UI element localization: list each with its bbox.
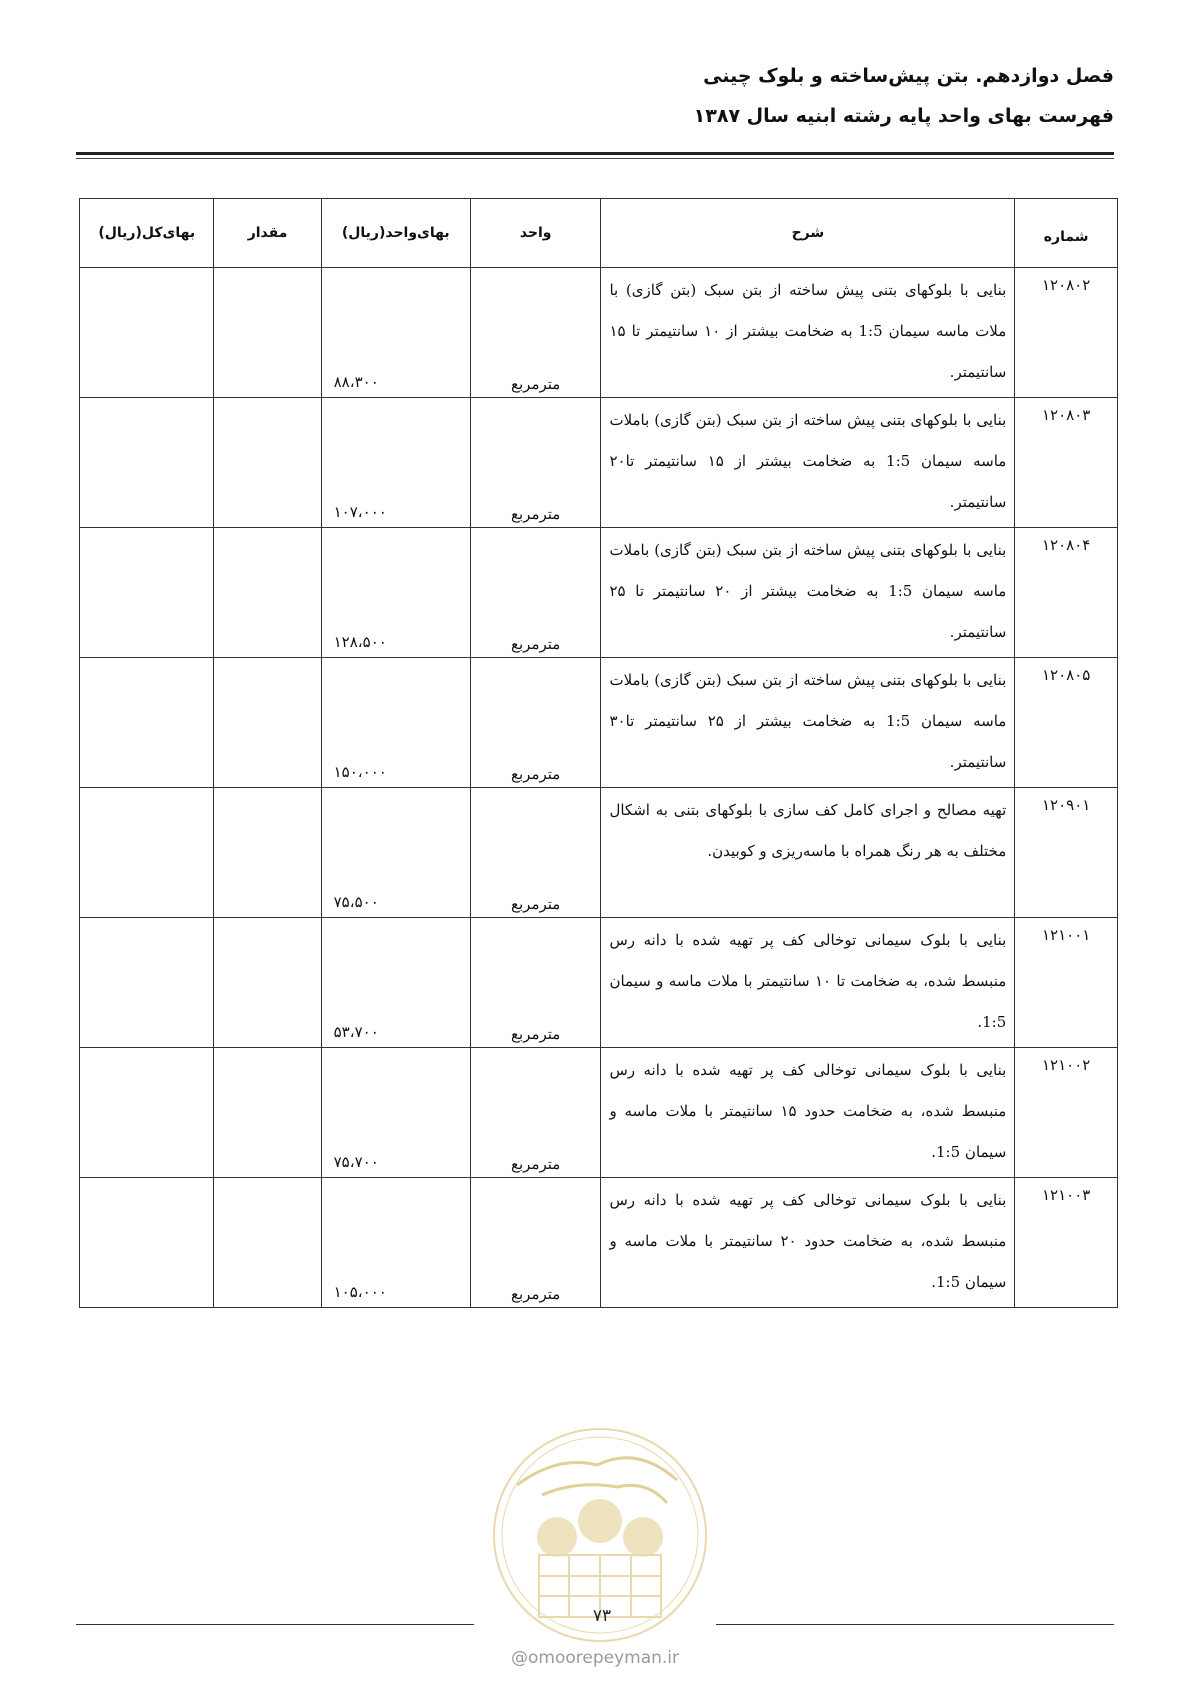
row-unit-cell: مترمربع bbox=[470, 918, 601, 1048]
row-quantity-cell bbox=[214, 658, 321, 788]
row-description-cell: تهیه مصالح و اجرای کامل کف سازی با بلوکهای بتنی به اشکال مختلف به هر رنگ همراه با ماسه‌ریزی و کوبیدن. bbox=[601, 788, 1015, 918]
row-quantity-cell bbox=[214, 788, 321, 918]
price-table bbox=[79, 198, 1118, 1308]
table-header-row bbox=[80, 199, 1118, 268]
table-row bbox=[80, 918, 1118, 1048]
row-description-cell: بنایی با بلوک سیمانی توخالی کف پر تهیه شده با دانه رس منبسط شده، به ضخامت حدود ۱۵ سانتیمتر با ملات ماسه و سیمان 1:5. bbox=[601, 1048, 1015, 1178]
document-title: فهرست بهای واحد پایه رشته ابنیه سال ۱۳۸۷ bbox=[693, 105, 1114, 127]
row-code-cell: ۱۲۰۸۰۵ bbox=[1015, 658, 1118, 788]
row-code-cell: ۱۲۱۰۰۳ bbox=[1015, 1178, 1118, 1308]
row-total-price-cell bbox=[80, 398, 214, 528]
table-row bbox=[80, 1178, 1118, 1308]
row-description-cell: بنایی با بلوکهای بتنی پیش ساخته از بتن سبک (بتن گازی) با ملات ماسه سیمان 1:5 به ضخامت بیشتر از ۱۰ سانتیمتر تا ۱۵ سانتیمتر. bbox=[601, 268, 1015, 398]
row-total-price-cell bbox=[80, 658, 214, 788]
row-quantity-cell bbox=[214, 918, 321, 1048]
row-unit-price-cell: ۷۵،۷۰۰ bbox=[321, 1048, 470, 1178]
row-total-price-cell bbox=[80, 268, 214, 398]
row-code-cell: ۱۲۰۸۰۴ bbox=[1015, 528, 1118, 658]
row-unit-price-cell: ۱۰۷،۰۰۰ bbox=[321, 398, 470, 528]
row-unit-cell: مترمربع bbox=[470, 1178, 601, 1308]
row-quantity-cell bbox=[214, 1178, 321, 1308]
website-watermark: @omoorepeyman.ir bbox=[510, 1648, 680, 1668]
footer-rule-right bbox=[716, 1624, 1114, 1625]
row-total-price-cell bbox=[80, 1178, 214, 1308]
column-header-code: شماره bbox=[1015, 199, 1118, 268]
row-total-price-cell bbox=[80, 918, 214, 1048]
row-code-cell: ۱۲۰۸۰۳ bbox=[1015, 398, 1118, 528]
column-header-description: شرح bbox=[601, 199, 1015, 268]
row-unit-price-cell: ۱۵۰،۰۰۰ bbox=[321, 658, 470, 788]
row-unit-price-cell: ۱۰۵،۰۰۰ bbox=[321, 1178, 470, 1308]
row-description-cell: بنایی با بلوک سیمانی توخالی کف پر تهیه شده با دانه رس منبسط شده، به ضخامت حدود ۲۰ سانتیمتر با ملات ماسه و سیمان 1:5. bbox=[601, 1178, 1015, 1308]
row-code-cell: ۱۲۱۰۰۲ bbox=[1015, 1048, 1118, 1178]
row-description-cell: بنایی با بلوکهای بتنی پیش ساخته از بتن سبک (بتن گازی) باملات ماسه سیمان 1:5 به ضخامت بیشتر از ۲۰ سانتیمتر تا ۲۵ سانتیمتر. bbox=[601, 528, 1015, 658]
row-quantity-cell bbox=[214, 528, 321, 658]
page-header bbox=[694, 56, 1114, 136]
row-unit-cell: مترمربع bbox=[470, 788, 601, 918]
table-row bbox=[80, 268, 1118, 398]
page-number: ۷۳ bbox=[592, 1606, 612, 1626]
row-unit-cell: مترمربع bbox=[470, 528, 601, 658]
row-unit-price-cell: ۸۸،۳۰۰ bbox=[321, 268, 470, 398]
row-total-price-cell bbox=[80, 1048, 214, 1178]
row-total-price-cell bbox=[80, 788, 214, 918]
header-rule-thin bbox=[76, 158, 1114, 159]
column-header-unit: واحد bbox=[470, 199, 601, 268]
table-body bbox=[80, 268, 1118, 1308]
column-header-unit-price: بهای‌واحد(ریال) bbox=[321, 199, 470, 268]
row-description-cell: بنایی با بلوک سیمانی توخالی کف پر تهیه شده با دانه رس منبسط شده، به ضخامت تا ۱۰ سانتیمتر با ملات ماسه و سیمان 1:5. bbox=[601, 918, 1015, 1048]
table-row bbox=[80, 528, 1118, 658]
row-unit-price-cell: ۷۵،۵۰۰ bbox=[321, 788, 470, 918]
chapter-title: فصل دوازدهم. بتن پیش‌ساخته و بلوک چینی bbox=[703, 65, 1114, 87]
row-quantity-cell bbox=[214, 1048, 321, 1178]
row-code-cell: ۱۲۰۹۰۱ bbox=[1015, 788, 1118, 918]
row-code-cell: ۱۲۱۰۰۱ bbox=[1015, 918, 1118, 1048]
table-row bbox=[80, 658, 1118, 788]
table-row bbox=[80, 788, 1118, 918]
table-row bbox=[80, 1048, 1118, 1178]
row-unit-price-cell: ۱۲۸،۵۰۰ bbox=[321, 528, 470, 658]
table-row bbox=[80, 398, 1118, 528]
column-header-total-price: بهای‌کل(ریال) bbox=[80, 199, 214, 268]
row-description-cell: بنایی با بلوکهای بتنی پیش ساخته از بتن سبک (بتن گازی) باملات ماسه سیمان 1:5 به ضخامت بیشتر از ۲۵ سانتیمتر تا۳۰ سانتیمتر. bbox=[601, 658, 1015, 788]
column-header-quantity: مقدار bbox=[214, 199, 321, 268]
row-unit-cell: مترمربع bbox=[470, 268, 601, 398]
row-quantity-cell bbox=[214, 398, 321, 528]
row-total-price-cell bbox=[80, 528, 214, 658]
row-unit-cell: مترمربع bbox=[470, 1048, 601, 1178]
footer-rule-left bbox=[76, 1624, 474, 1625]
row-description-cell: بنایی با بلوکهای بتنی پیش ساخته از بتن سبک (بتن گازی) باملات ماسه سیمان 1:5 به ضخامت بیشتر از ۱۵ سانتیمتر تا۲۰ سانتیمتر. bbox=[601, 398, 1015, 528]
row-code-cell: ۱۲۰۸۰۲ bbox=[1015, 268, 1118, 398]
row-unit-cell: مترمربع bbox=[470, 398, 601, 528]
header-rule-thick bbox=[76, 152, 1114, 155]
row-unit-cell: مترمربع bbox=[470, 658, 601, 788]
row-unit-price-cell: ۵۳،۷۰۰ bbox=[321, 918, 470, 1048]
row-quantity-cell bbox=[214, 268, 321, 398]
